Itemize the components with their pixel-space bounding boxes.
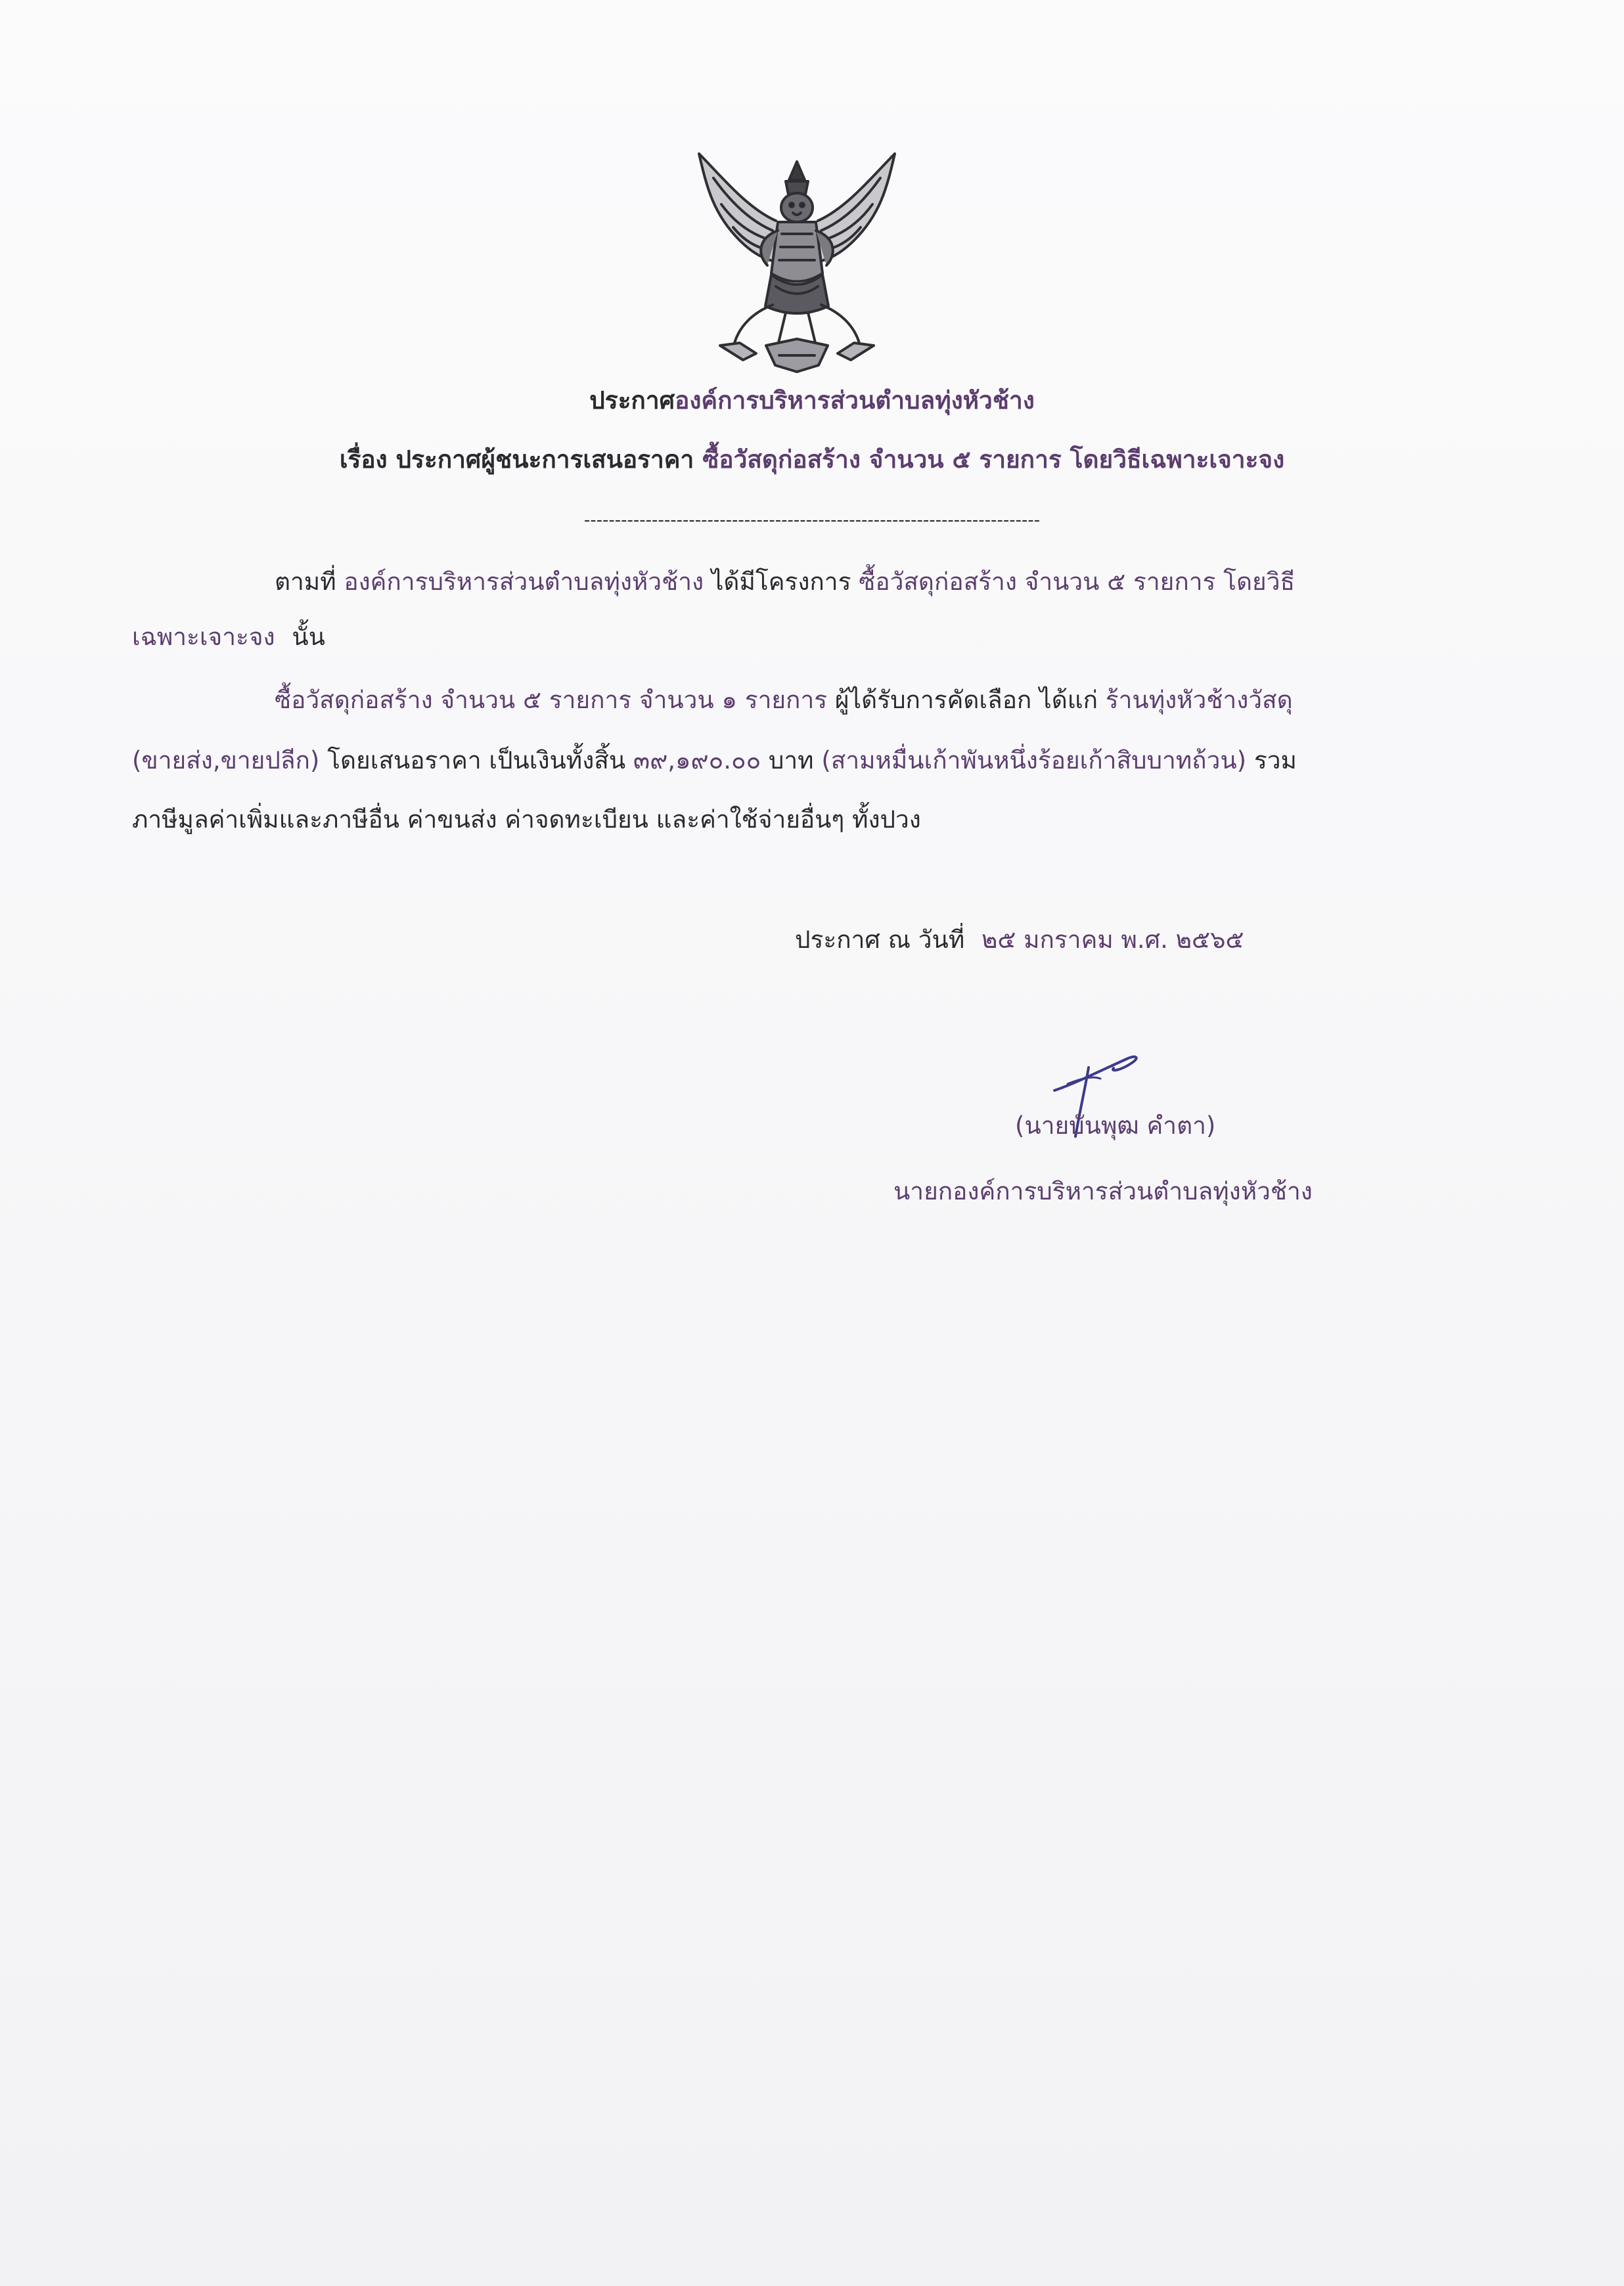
p2-amount-words: (สามหมื่นเก้าพันหนึ่งร้อยเก้าสิบบาทถ้วน) [821, 746, 1247, 774]
p1-organization: องค์การบริหารส่วนตำบลทุ่งหัวช้าง [344, 568, 704, 596]
paragraph-2-line-1 [275, 683, 1293, 717]
separator-line: -------------------------------------------------------------------------- [583, 510, 1041, 530]
p2-winner: ร้านทุ่งหัวช้างวัสดุ [1105, 686, 1293, 714]
p2-currency: บาท [768, 746, 814, 774]
garuda-emblem-icon [694, 148, 900, 378]
signatory-name [1015, 1109, 1215, 1143]
subject-item: ซื้อวัสดุก่อสร้าง จำนวน ๕ รายการ โดยวิธีเฉพาะเจาะจง [702, 445, 1285, 474]
p1-segment-6: นั้น [292, 623, 325, 651]
p2-selected-label: ผู้ได้รับการคัดเลือก ได้แก่ [834, 686, 1098, 714]
subject-prefix: เรื่อง ประกาศผู้ชนะการเสนอราคา [339, 445, 694, 474]
p2-price-label: โดยเสนอราคา เป็นเงินทั้งสิ้น [327, 746, 626, 774]
date-prefix: ประกาศ ณ วันที่ [795, 926, 965, 954]
p1-method: เฉพาะเจาะจง [132, 623, 275, 651]
paragraph-2-line-3 [132, 803, 921, 837]
title-organization: องค์การบริหารส่วนตำบลทุ่งหัวช้าง [675, 386, 1035, 415]
p2-item: ซื้อวัสดุก่อสร้าง จำนวน ๕ รายการ จำนวน ๑ รายการ [275, 686, 828, 714]
announcement-subject [0, 443, 1624, 477]
signatory-name-close: ) [1206, 1111, 1216, 1140]
announcement-date [795, 923, 1244, 957]
signatory-position [893, 1175, 1313, 1209]
paragraph-2-line-2 [132, 744, 1297, 778]
paragraph-1-line-2 [132, 620, 325, 654]
p2-amount: ๓๙,๑๙๐.๐๐ [633, 746, 761, 774]
p2-winner-type: (ขายส่ง,ขายปลีก) [132, 746, 320, 774]
signatory-name-text: นายบันพุฒ คำตา [1024, 1111, 1206, 1140]
announcement-title [0, 384, 1624, 418]
p1-segment-1: ตามที่ [275, 568, 336, 596]
signatory-position-text: นายกองค์การบริหารส่วนตำบลทุ่งหัวช้าง [893, 1177, 1313, 1205]
paragraph-1-line-1 [275, 565, 1295, 599]
title-prefix: ประกาศ [589, 386, 675, 415]
date-value: ๒๕ มกราคม พ.ศ. ๒๕๖๕ [981, 926, 1244, 954]
signatory-name-open: ( [1015, 1111, 1025, 1140]
p1-project: ซื้อวัสดุก่อสร้าง จำนวน ๕ รายการ โดยวิธี [859, 568, 1296, 596]
p2-terms: ภาษีมูลค่าเพิ่มและภาษีอื่น ค่าขนส่ง ค่าจดทะเบียน และค่าใช้จ่ายอื่นๆ ทั้งปวง [132, 805, 921, 834]
p2-inclusive: รวม [1253, 746, 1297, 774]
p1-segment-3: ได้มีโครงการ [711, 568, 851, 596]
